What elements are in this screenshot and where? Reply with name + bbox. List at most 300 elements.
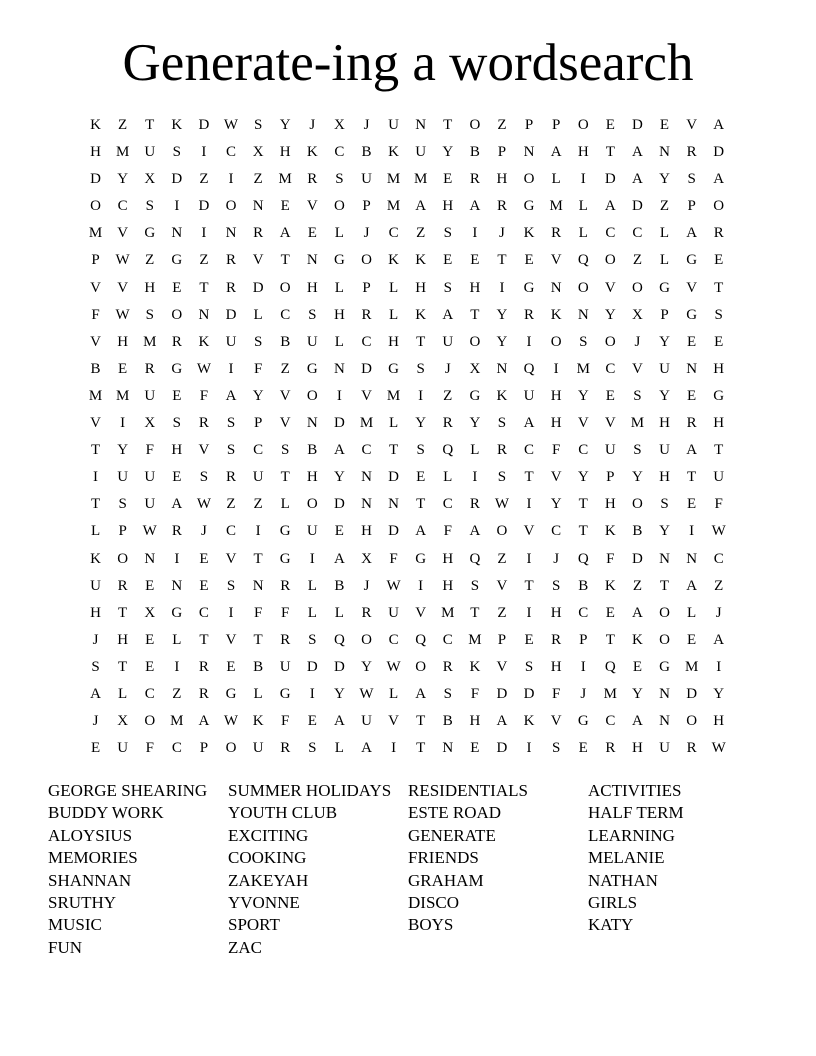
grid-letter: Y [252, 387, 264, 404]
word-item: SHANNAN [48, 870, 132, 890]
grid-letter: O [632, 496, 643, 513]
grid-letter: F [281, 713, 290, 730]
grid-letter: T [605, 631, 615, 648]
grid-letter: Q [577, 252, 589, 269]
grid-letter: P [91, 252, 100, 269]
grid-letter: L [388, 279, 399, 296]
grid-row [82, 114, 732, 141]
grid-letter: Z [497, 117, 507, 133]
grid-letter: S [524, 658, 534, 675]
grid-letter: O [225, 198, 237, 215]
grid-letter: L [253, 685, 263, 702]
grid-letter: V [252, 252, 264, 269]
grid-letter: J [444, 360, 451, 377]
grid-letter: N [686, 360, 698, 377]
grid-letter: S [226, 442, 236, 459]
grid-letter: F [145, 740, 154, 757]
grid-letter: B [307, 442, 318, 459]
grid-letter: T [145, 117, 155, 133]
word-item: FUN [48, 937, 83, 957]
grid-letter: A [686, 225, 698, 242]
grid-letter: A [632, 604, 643, 621]
word-item: ZAKEYAH [228, 870, 309, 890]
grid-letter: H [659, 469, 670, 486]
grid-letter: A [604, 198, 616, 215]
grid-letter: E [470, 740, 480, 757]
grid-letter: N [659, 144, 670, 161]
grid-letter: G [523, 198, 535, 215]
grid-letter: B [253, 658, 264, 675]
grid-letter: S [416, 442, 425, 459]
grid-letter: R [686, 740, 697, 757]
grid-letter: E [687, 496, 697, 513]
grid-letter: U [144, 144, 156, 161]
grid-letter: N [415, 117, 427, 133]
grid-letter: S [497, 469, 507, 486]
grid-letter: T [578, 496, 588, 513]
grid-letter: Z [280, 360, 290, 377]
grid-letter: Q [415, 631, 427, 648]
grid-letter: H [388, 333, 399, 350]
grid-letter: G [659, 658, 670, 675]
grid-letter: I [472, 225, 478, 242]
grid-letter: D [333, 658, 345, 675]
grid-letter: L [578, 225, 588, 242]
grid-letter: J [363, 577, 370, 594]
grid-letter: T [687, 469, 697, 486]
grid-letter: Y [117, 442, 129, 459]
word-item: BOYS [408, 915, 454, 935]
grid-letter: R [469, 171, 480, 188]
grid-letter: I [201, 225, 207, 242]
grid-letter: V [117, 279, 129, 296]
grid-letter: Q [469, 550, 481, 567]
grid-letter: L [334, 279, 344, 296]
grid-letter: M [88, 387, 103, 404]
grid-letter: O [523, 171, 535, 188]
grid-letter: A [713, 631, 725, 648]
grid-letter: O [415, 658, 427, 675]
grid-letter: H [577, 144, 589, 161]
grid-letter: C [388, 631, 399, 648]
grid-row [82, 629, 732, 656]
grid-letter: T [470, 604, 480, 621]
grid-letter: Z [416, 225, 426, 242]
grid-letter: S [253, 117, 263, 133]
grid-letter: V [604, 415, 616, 432]
grid-letter: C [632, 225, 643, 242]
grid-letter: N [225, 225, 237, 242]
grid-row [82, 466, 732, 493]
grid-letter: N [388, 496, 399, 513]
grid-letter: Y [659, 523, 670, 540]
grid-letter: K [604, 523, 616, 540]
grid-letter: Y [604, 306, 616, 323]
grid-letter: I [472, 469, 478, 486]
grid-letter: N [496, 360, 508, 377]
grid-letter: X [252, 144, 264, 161]
grid-letter: U [306, 333, 318, 350]
grid-letter: L [388, 685, 399, 702]
grid-letter: O [361, 252, 372, 269]
grid-letter: R [442, 658, 453, 675]
grid-letter: L [307, 577, 317, 594]
grid-letter: D [361, 360, 372, 377]
grid-letter: T [497, 252, 507, 269]
grid-letter: R [144, 360, 155, 377]
grid-letter: L [253, 306, 263, 323]
grid-letter: H [90, 604, 101, 621]
grid-letter: M [684, 658, 699, 675]
grid-letter: R [469, 496, 480, 513]
grid-letter: H [442, 198, 454, 215]
grid-letter: B [334, 577, 345, 594]
grid-letter: C [551, 523, 562, 540]
grid-letter: O [469, 117, 481, 133]
grid-letter: G [659, 279, 670, 296]
grid-letter: D [632, 198, 643, 215]
grid-letter: O [469, 333, 481, 350]
grid-letter: A [90, 685, 101, 702]
grid-letter: X [632, 306, 643, 323]
grid-row [82, 277, 732, 304]
grid-letter: Z [118, 117, 128, 133]
grid-letter: E [443, 252, 453, 269]
grid-row [82, 493, 732, 520]
grid-letter: H [415, 279, 427, 296]
grid-letter: H [550, 658, 562, 675]
grid-letter: G [415, 550, 427, 567]
grid-letter: I [526, 604, 532, 621]
grid-letter: N [306, 252, 318, 269]
grid-letter: I [418, 577, 424, 594]
grid-letter: R [226, 279, 237, 296]
grid-letter: L [687, 604, 697, 621]
grid-letter: S [714, 306, 723, 323]
grid-letter: L [443, 469, 453, 486]
grid-letter: J [363, 225, 370, 242]
grid-letter: G [469, 387, 481, 404]
grid-letter: U [252, 740, 264, 757]
grid-letter: V [306, 198, 318, 215]
grid-letter: F [551, 442, 561, 459]
grid-letter: S [443, 225, 452, 242]
grid-letter: A [333, 442, 345, 459]
grid-letter: E [524, 252, 534, 269]
grid-letter: J [553, 550, 560, 567]
grid-letter: I [716, 658, 722, 675]
grid-letter: A [415, 198, 427, 215]
grid-letter: U [388, 117, 399, 133]
grid-letter: I [120, 415, 126, 432]
grid-letter: E [145, 577, 155, 594]
grid-letter: E [145, 658, 155, 675]
grid-letter: L [334, 604, 344, 621]
grid-letter: J [715, 604, 722, 621]
grid-letter: H [306, 469, 318, 486]
grid-letter: T [199, 279, 209, 296]
grid-letter: U [252, 469, 264, 486]
grid-letter: H [442, 577, 454, 594]
grid-letter: S [551, 740, 561, 757]
grid-letter: V [361, 387, 372, 404]
grid-letter: N [361, 496, 372, 513]
grid-letter: Y [361, 658, 372, 675]
grid-letter: M [441, 604, 455, 621]
grid-letter: B [578, 577, 589, 594]
grid-row [82, 249, 732, 276]
grid-letter: L [334, 333, 344, 350]
grid-letter: T [443, 117, 453, 133]
grid-letter: G [279, 550, 291, 567]
grid-letter: H [117, 333, 129, 350]
grid-letter: H [90, 144, 101, 161]
grid-letter: G [171, 604, 183, 621]
grid-letter: A [713, 117, 725, 133]
grid-letter: S [172, 144, 181, 161]
grid-letter: V [90, 333, 101, 350]
grid-letter: H [713, 360, 725, 377]
grid-letter: U [279, 658, 291, 675]
grid-letter: W [196, 496, 211, 513]
grid-letter: T [253, 550, 263, 567]
grid-letter: Z [714, 577, 724, 594]
grid-letter: H [361, 523, 372, 540]
grid-letter: S [660, 496, 669, 513]
grid-letter: U [144, 496, 156, 513]
grid-letter: E [199, 577, 209, 594]
grid-letter: G [279, 685, 291, 702]
grid-row [82, 737, 732, 764]
grid-letter: C [361, 442, 372, 459]
grid-letter: E [605, 117, 615, 133]
grid-letter: L [578, 198, 588, 215]
word-item: ALOYSIUS [48, 825, 133, 845]
grid-letter: E [687, 631, 697, 648]
grid-letter: U [361, 713, 372, 730]
grid-letter: T [280, 469, 290, 486]
grid-letter: B [90, 360, 101, 377]
grid-letter: L [659, 225, 670, 242]
grid-letter: A [279, 225, 291, 242]
grid-letter: B [469, 144, 480, 161]
grid-letter: H [659, 415, 670, 432]
grid-letter: G [388, 360, 399, 377]
word-item: ESTE ROAD [408, 803, 502, 823]
grid-letter: O [333, 198, 345, 215]
grid-letter: I [526, 550, 532, 567]
grid-letter: J [92, 713, 99, 730]
grid-letter: S [335, 171, 344, 188]
grid-letter: C [578, 604, 589, 621]
grid-letter: U [659, 442, 670, 459]
grid-letter: I [309, 685, 315, 702]
grid-letter: F [253, 360, 263, 377]
grid-letter: R [713, 225, 724, 242]
grid-letter: Y [659, 387, 670, 404]
grid-letter: M [359, 415, 374, 432]
grid-letter: Z [497, 550, 507, 567]
grid-letter: M [576, 360, 590, 377]
grid-letter: N [171, 225, 183, 242]
grid-letter: E [605, 387, 615, 404]
word-item: ACTIVITIES [588, 781, 682, 800]
grid-letter: U [225, 333, 237, 350]
grid-letter: U [415, 144, 427, 161]
grid-letter: R [280, 740, 291, 757]
grid-letter: O [686, 713, 698, 730]
grid-letter: V [577, 415, 589, 432]
grid-letter: H [713, 415, 725, 432]
grid-letter: I [526, 496, 532, 513]
grid-letter: T [524, 577, 534, 594]
grid-letter: I [174, 198, 180, 215]
grid-letter: C [578, 442, 589, 459]
grid-letter: M [386, 387, 401, 404]
word-item: MEMORIES [48, 848, 138, 868]
grid-letter: A [632, 171, 643, 188]
grid-letter: V [279, 415, 291, 432]
grid-letter: V [117, 225, 129, 242]
grid-letter: Y [632, 685, 643, 702]
grid-letter: D [90, 171, 101, 188]
grid-letter: L [388, 306, 399, 323]
grid-letter: E [118, 360, 128, 377]
grid-letter: C [280, 306, 291, 323]
word-item: EXCITING [228, 825, 309, 845]
grid-letter: Z [497, 604, 507, 621]
word-item: COOKING [228, 848, 307, 868]
grid-letter: N [659, 685, 670, 702]
grid-row [82, 656, 732, 683]
grid-letter: L [307, 604, 317, 621]
grid-letter: O [632, 279, 643, 296]
grid-letter: P [606, 469, 615, 486]
grid-letter: D [713, 144, 725, 161]
grid-letter: T [714, 442, 724, 459]
grid-row [82, 195, 732, 222]
grid-letter: C [117, 198, 128, 215]
word-item: SUMMER HOLIDAYS [228, 781, 392, 800]
grid-letter: E [687, 333, 697, 350]
grid-letter: N [659, 713, 670, 730]
grid-letter: T [388, 442, 399, 459]
grid-letter: G [144, 225, 156, 242]
grid-letter: C [253, 442, 264, 459]
grid-letter: S [579, 333, 588, 350]
grid-letter: E [199, 550, 209, 567]
grid-letter: N [442, 740, 454, 757]
grid-letter: T [605, 144, 615, 161]
grid-letter: N [577, 306, 589, 323]
grid-letter: M [603, 685, 617, 702]
word-column [228, 780, 408, 959]
grid-letter: V [496, 658, 508, 675]
grid-letter: C [144, 685, 155, 702]
grid-letter: D [632, 117, 643, 133]
grid-letter: M [386, 198, 401, 215]
grid-letter: A [686, 442, 698, 459]
grid-letter: E [172, 387, 182, 404]
grid-letter: R [605, 740, 616, 757]
grid-letter: I [689, 523, 695, 540]
grid-letter: N [361, 469, 372, 486]
grid-letter: I [553, 360, 559, 377]
grid-letter: E [687, 387, 697, 404]
grid-letter: C [388, 225, 399, 242]
grid-letter: B [280, 333, 291, 350]
grid-letter: E [470, 252, 480, 269]
grid-letter: Y [577, 469, 589, 486]
grid-letter: K [252, 713, 264, 730]
grid-letter: T [714, 279, 724, 296]
grid-letter: O [659, 631, 670, 648]
grid-letter: P [497, 144, 507, 161]
grid-letter: L [659, 252, 670, 269]
grid-letter: R [117, 577, 128, 594]
grid-row [82, 222, 732, 249]
grid-letter: A [469, 198, 481, 215]
grid-letter: R [442, 415, 453, 432]
grid-letter: H [550, 415, 562, 432]
grid-letter: Z [253, 171, 263, 188]
grid-letter: D [198, 198, 210, 215]
grid-letter: Q [577, 550, 589, 567]
word-item: MUSIC [48, 915, 102, 935]
grid-letter: C [171, 740, 182, 757]
grid-letter: E [307, 225, 317, 242]
grid-letter: U [144, 387, 156, 404]
grid-letter: A [225, 387, 237, 404]
grid-letter: R [496, 442, 507, 459]
grid-letter: I [228, 604, 234, 621]
grid-letter: P [199, 740, 209, 757]
grid-letter: K [604, 577, 616, 594]
grid-letter: Q [442, 442, 454, 459]
grid-letter: Y [659, 333, 670, 350]
grid-letter: M [115, 387, 130, 404]
grid-letter: R [686, 144, 697, 161]
grid-letter: W [711, 523, 726, 540]
grid-letter: D [306, 658, 318, 675]
grid-letter: S [281, 442, 290, 459]
grid-letter: T [659, 577, 670, 594]
grid-letter: S [253, 333, 263, 350]
grid-letter: G [686, 306, 698, 323]
grid-letter: T [280, 252, 290, 269]
grid-letter: L [90, 523, 101, 540]
grid-row [82, 385, 732, 412]
grid-letter: O [90, 198, 101, 215]
grid-letter: R [524, 306, 535, 323]
grid-letter: R [226, 469, 237, 486]
grid-letter: E [90, 740, 101, 757]
grid-letter: W [711, 740, 726, 757]
grid-letter: A [713, 171, 725, 188]
grid-letter: W [223, 713, 239, 730]
grid-letter: L [551, 171, 561, 188]
grid-letter: K [90, 550, 101, 567]
grid-letter: D [252, 279, 264, 296]
grid-letter: Y [550, 496, 562, 513]
grid-letter: J [499, 225, 505, 242]
grid-letter: A [469, 523, 481, 540]
grid-letter: Z [632, 577, 642, 594]
grid-letter: J [580, 685, 587, 702]
grid-letter: Z [632, 252, 642, 269]
grid-letter: Y [415, 415, 427, 432]
grid-letter: F [145, 442, 154, 459]
